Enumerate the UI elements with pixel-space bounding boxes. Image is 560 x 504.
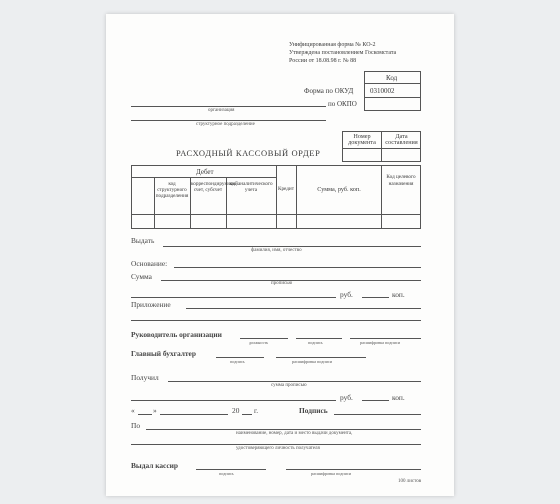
received-line-2[interactable] bbox=[131, 400, 336, 401]
document-sheet bbox=[106, 14, 454, 496]
chief-signature-line[interactable] bbox=[216, 357, 264, 358]
col-corr-account: корреспондирующий счет, субсчет bbox=[191, 181, 238, 193]
issue-line[interactable] bbox=[163, 246, 421, 247]
form-header-line2: Утверждена постановлением Госкомстата bbox=[289, 50, 397, 56]
date-month-line[interactable] bbox=[160, 414, 228, 415]
cashier-signature-line[interactable] bbox=[196, 469, 266, 470]
chief-signature-caption: подпись bbox=[230, 359, 245, 364]
identity-line[interactable] bbox=[131, 444, 421, 445]
chief-accountant-label: Главный бухгалтер bbox=[131, 349, 196, 358]
head-decoding-line[interactable] bbox=[350, 338, 421, 339]
organization-line bbox=[131, 106, 326, 107]
head-decoding-caption: расшифровка подписи bbox=[360, 340, 400, 345]
sum-caption: прописью bbox=[271, 281, 293, 286]
date-close-quote: » bbox=[153, 406, 157, 415]
document-title: РАСХОДНЫЙ КАССОВЫЙ ОРДЕР bbox=[176, 148, 321, 158]
head-position-line[interactable] bbox=[240, 338, 288, 339]
by-label: По bbox=[131, 421, 141, 430]
date-day-line[interactable] bbox=[138, 414, 152, 415]
issue-label: Выдать bbox=[131, 236, 155, 245]
subdivision-line bbox=[131, 120, 326, 121]
attachment-line[interactable] bbox=[186, 308, 421, 309]
sum-label: Сумма bbox=[131, 272, 152, 281]
form-header-line3: России от 18.08.98 г. № 88 bbox=[289, 58, 357, 64]
doc-date-label: Дата составления bbox=[385, 133, 418, 146]
okud-value: 0310002 bbox=[370, 87, 395, 95]
col-credit: Кредит bbox=[278, 186, 294, 192]
sign-line[interactable] bbox=[334, 414, 421, 415]
sum-kop: коп. bbox=[392, 290, 405, 299]
okud-label: Форма по ОКУД bbox=[304, 87, 354, 95]
by-caption: наименование, номер, дата и место выдачи документа, bbox=[236, 431, 353, 436]
basis-label: Основание: bbox=[131, 259, 168, 268]
organization-caption: организация bbox=[208, 108, 235, 113]
chief-decoding-line[interactable] bbox=[276, 357, 366, 358]
received-kop-line[interactable] bbox=[362, 400, 389, 401]
attachment-line-2[interactable] bbox=[131, 320, 421, 321]
sum-kop-line[interactable] bbox=[362, 297, 389, 298]
cashier-decoding-line[interactable] bbox=[286, 469, 421, 470]
col-purpose-code: Код целевого назначения bbox=[386, 174, 416, 187]
cashier-signature-caption: подпись bbox=[219, 471, 234, 476]
head-signature-line[interactable] bbox=[296, 338, 342, 339]
code-box-head: Код bbox=[386, 74, 398, 82]
date-year-line[interactable] bbox=[242, 414, 252, 415]
date-year-prefix: 20 bbox=[232, 406, 240, 415]
received-line[interactable] bbox=[168, 381, 421, 382]
received-label: Получил bbox=[131, 373, 159, 382]
doc-number-label: Номер документа bbox=[348, 133, 376, 146]
footer-sheets-count: 100 листов bbox=[398, 479, 422, 484]
date-year-suffix: г. bbox=[254, 406, 259, 415]
attachment-label: Приложение bbox=[131, 300, 171, 309]
col-sum: Сумма, руб. коп. bbox=[317, 186, 361, 193]
okpo-label: по ОКПО bbox=[328, 100, 357, 108]
head-label: Руководитель организации bbox=[131, 330, 222, 339]
cashier-label: Выдал кассир bbox=[131, 461, 178, 470]
chief-decoding-caption: расшифровка подписи bbox=[292, 359, 332, 364]
col-struct-code: код структурного подразделения bbox=[155, 181, 189, 199]
received-rub: руб. bbox=[340, 393, 353, 402]
date-open-quote: « bbox=[131, 406, 135, 415]
head-signature-caption: подпись bbox=[308, 340, 323, 345]
cashier-decoding-caption: расшифровка подписи bbox=[311, 471, 351, 476]
basis-line[interactable] bbox=[174, 267, 421, 268]
received-kop: коп. bbox=[392, 393, 405, 402]
received-caption: сумма прописью bbox=[271, 383, 307, 388]
col-analytic-code: код аналитического учета bbox=[229, 181, 273, 193]
subdivision-caption: структурное подразделение bbox=[196, 122, 255, 127]
sum-line-2[interactable] bbox=[131, 297, 336, 298]
sum-rub: руб. bbox=[340, 290, 353, 299]
by-line[interactable] bbox=[146, 429, 421, 430]
sign-label: Подпись bbox=[299, 406, 328, 415]
issue-caption: фамилия, имя, отчество bbox=[251, 248, 302, 253]
identity-caption: удостоверяющего личность получателя bbox=[236, 446, 320, 451]
head-position-caption: должность bbox=[249, 340, 269, 345]
debet-header: Дебет bbox=[196, 168, 214, 176]
form-header-line1: Унифицированная форма № КО-2 bbox=[289, 42, 376, 48]
